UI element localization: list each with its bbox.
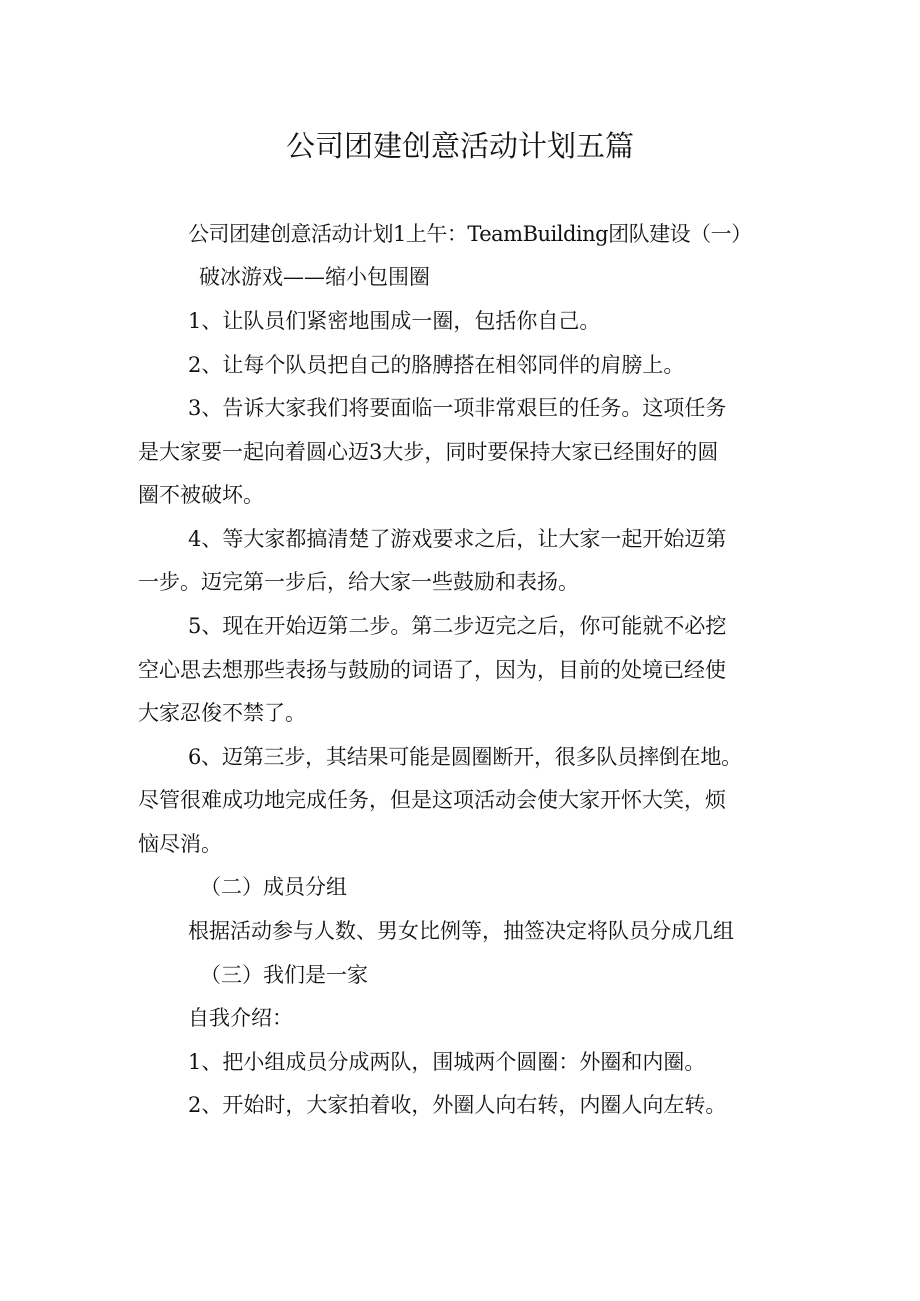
paragraph-line: 恼尽消。	[138, 832, 222, 856]
paragraph-line: 自我介绍：	[188, 1006, 293, 1030]
paragraph-line: 5、现在开始迈第二步。第二步迈完之后，你可能就不必挖	[188, 614, 727, 638]
paragraph-line: 是大家要一起向着圆心迈3大步，同时要保持大家已经围好的圆	[138, 440, 719, 464]
paragraph-line: 尽管很难成功地完成任务，但是这项活动会使大家开怀大笑，烦	[138, 788, 726, 812]
paragraph-line: 2、开始时，大家拍着收，外圈人向右转，内圈人向左转。	[188, 1093, 727, 1117]
paragraph-line: 2、让每个队员把自己的胳膊搭在相邻同伴的肩膀上。	[188, 353, 685, 377]
paragraph-line: 6、迈第三步，其结果可能是圆圈断开，很多队员摔倒在地。	[188, 745, 742, 769]
paragraph-line: 大家忍俊不禁了。	[138, 701, 306, 725]
paragraph-line: 1、把小组成员分成两队，围城两个圆圈：外圈和内圈。	[188, 1050, 706, 1074]
paragraph-line: （二）成员分组	[200, 875, 347, 899]
paragraph-line: 一步。迈完第一步后，给大家一些鼓励和表扬。	[138, 570, 579, 594]
paragraph-line: 3、告诉大家我们将要面临一项非常艰巨的任务。这项任务	[188, 396, 727, 420]
paragraph-line: 破冰游戏——缩小包围圈	[199, 265, 430, 289]
paragraph-line: 圈不被破坏。	[138, 483, 264, 507]
paragraph-line: 空心思去想那些表扬与鼓励的词语了，因为，目前的处境已经使	[138, 658, 726, 682]
paragraph-line: 公司团建创意活动计划1上午：TeamBuilding团队建设（一）	[188, 222, 752, 246]
paragraph-line: （三）我们是一家	[200, 963, 368, 987]
paragraph-line: 4、等大家都搞清楚了游戏要求之后，让大家一起开始迈第	[188, 527, 727, 551]
paragraph-line: 根据活动参与人数、男女比例等，抽签决定将队员分成几组	[188, 919, 734, 943]
paragraph-line: 1、让队员们紧密地围成一圈，包括你自己。	[188, 309, 601, 333]
document-title: 公司团建创意活动计划五篇	[285, 129, 634, 163]
